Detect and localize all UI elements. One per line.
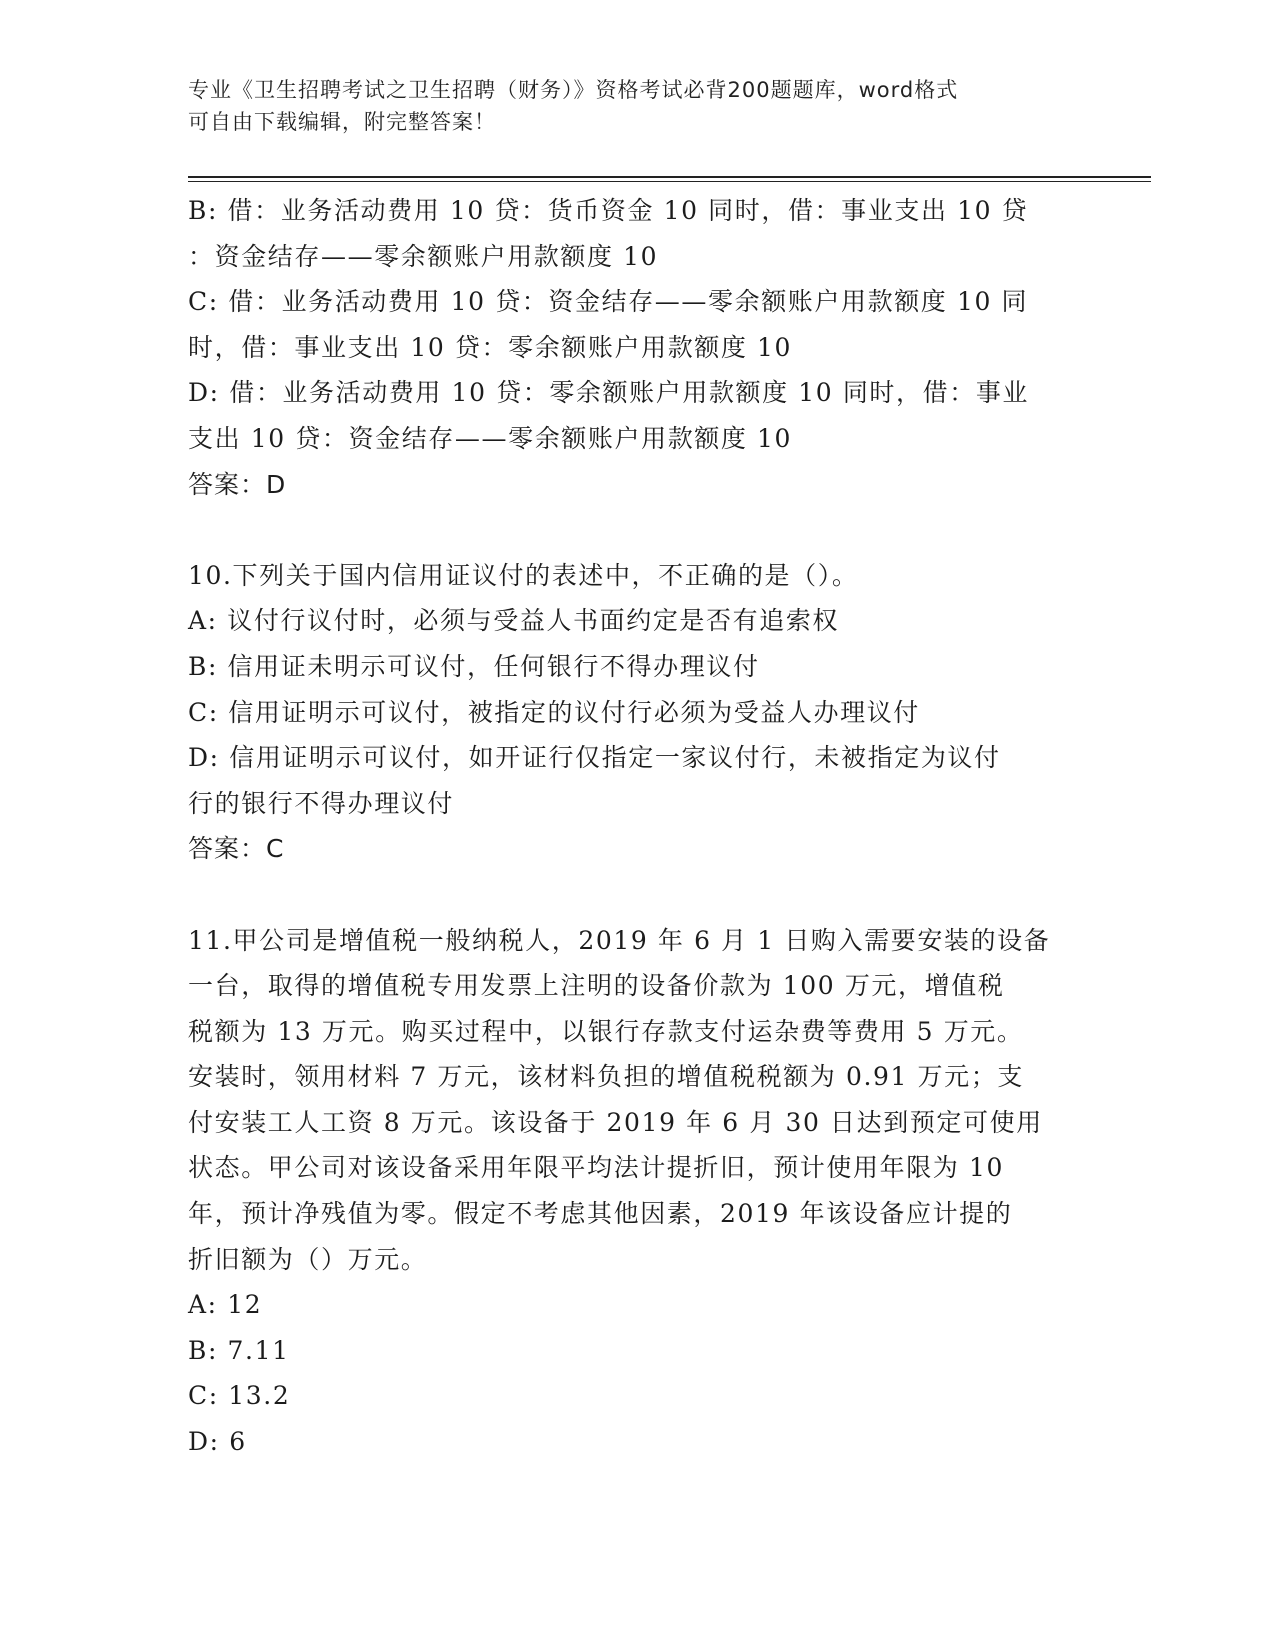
q11-stem-line-4: 安装时，领用材料 7 万元，该材料负担的增值税税额为 0.91 万元；支	[188, 1062, 1024, 1092]
q11-stem-line-6: 状态。甲公司对该设备采用年限平均法计提折旧，预计使用年限为 10	[188, 1153, 1004, 1183]
q10-option-c: C: 信用证明示可议付，被指定的议付行必须为受益人办理议付	[188, 697, 920, 727]
q10-option-b: B: 信用证未明示可议付，任何银行不得办理议付	[188, 651, 760, 681]
q10-option-d-line-1: D: 信用证明示可议付，如开证行仅指定一家议付行，未被指定为议付	[188, 743, 1001, 773]
spacer	[188, 507, 1088, 553]
q11-stem-line-2: 一台，取得的增值税专用发票上注明的设备价款为 100 万元，增值税	[188, 971, 1005, 1001]
document-header	[188, 74, 1068, 138]
q11-stem-line-1: 11.甲公司是增值税一般纳税人，2019 年 6 月 1 日购入需要安装的设备	[188, 925, 1051, 955]
q11-option-c: C: 13.2	[188, 1381, 291, 1411]
q10-stem: 10.下列关于国内信用证议付的表述中，不正确的是（）。	[188, 560, 859, 590]
spacer	[188, 872, 1088, 918]
q9-option-b-line-2: ：资金结存——零余额账户用款额度 10	[188, 241, 659, 271]
document-body	[188, 188, 1088, 1465]
q9-option-b-line-1: B: 借：业务活动费用 10 贷：货币资金 10 同时，借：事业支出 10 贷	[188, 196, 1029, 225]
q10-answer: 答案：C	[188, 834, 285, 864]
q11-option-a: A: 12	[188, 1290, 263, 1320]
q10-option-a: A: 议付行议付时，必须与受益人书面约定是否有追索权	[188, 606, 840, 636]
q11-stem-line-3: 税额为 13 万元。购买过程中，以银行存款支付运杂费等费用 5 万元。	[188, 1016, 1024, 1046]
q10-option-d-line-2: 行的银行不得办理议付	[188, 788, 455, 818]
q11-stem-line-7: 年，预计净残值为零。假定不考虑其他因素，2019 年该设备应计提的	[188, 1199, 1013, 1229]
q9-option-d-line-1: D: 借：业务活动费用 10 贷：零余额账户用款额度 10 同时，借：事业	[188, 378, 1030, 408]
q9-option-d-line-2: 支出 10 贷：资金结存——零余额账户用款额度 10	[188, 423, 793, 453]
q9-answer: 答案：D	[188, 469, 287, 499]
question-11-block	[188, 918, 1088, 1465]
q11-stem-line-5: 付安装工人工资 8 万元。该设备于 2019 年 6 月 30 日达到预定可使用	[188, 1107, 1043, 1137]
q9-option-c-line-1: C: 借：业务活动费用 10 贷：资金结存——零余额账户用款额度 10 同	[188, 287, 1029, 317]
header-title-line-1: 专业《卫生招聘考试之卫生招聘（财务）》资格考试必背200题题库，word格式	[188, 78, 959, 102]
question-9-block	[188, 188, 1088, 507]
question-10-block	[188, 553, 1088, 872]
q11-option-b: B: 7.11	[188, 1335, 290, 1365]
q11-option-d: D: 6	[188, 1427, 247, 1457]
header-divider	[188, 176, 1151, 182]
q11-stem-line-8: 折旧额为（）万元。	[188, 1244, 428, 1274]
q9-option-c-line-2: 时，借：事业支出 10 贷：零余额账户用款额度 10	[188, 332, 793, 362]
header-title-line-2: 可自由下载编辑，附完整答案！	[188, 110, 496, 134]
